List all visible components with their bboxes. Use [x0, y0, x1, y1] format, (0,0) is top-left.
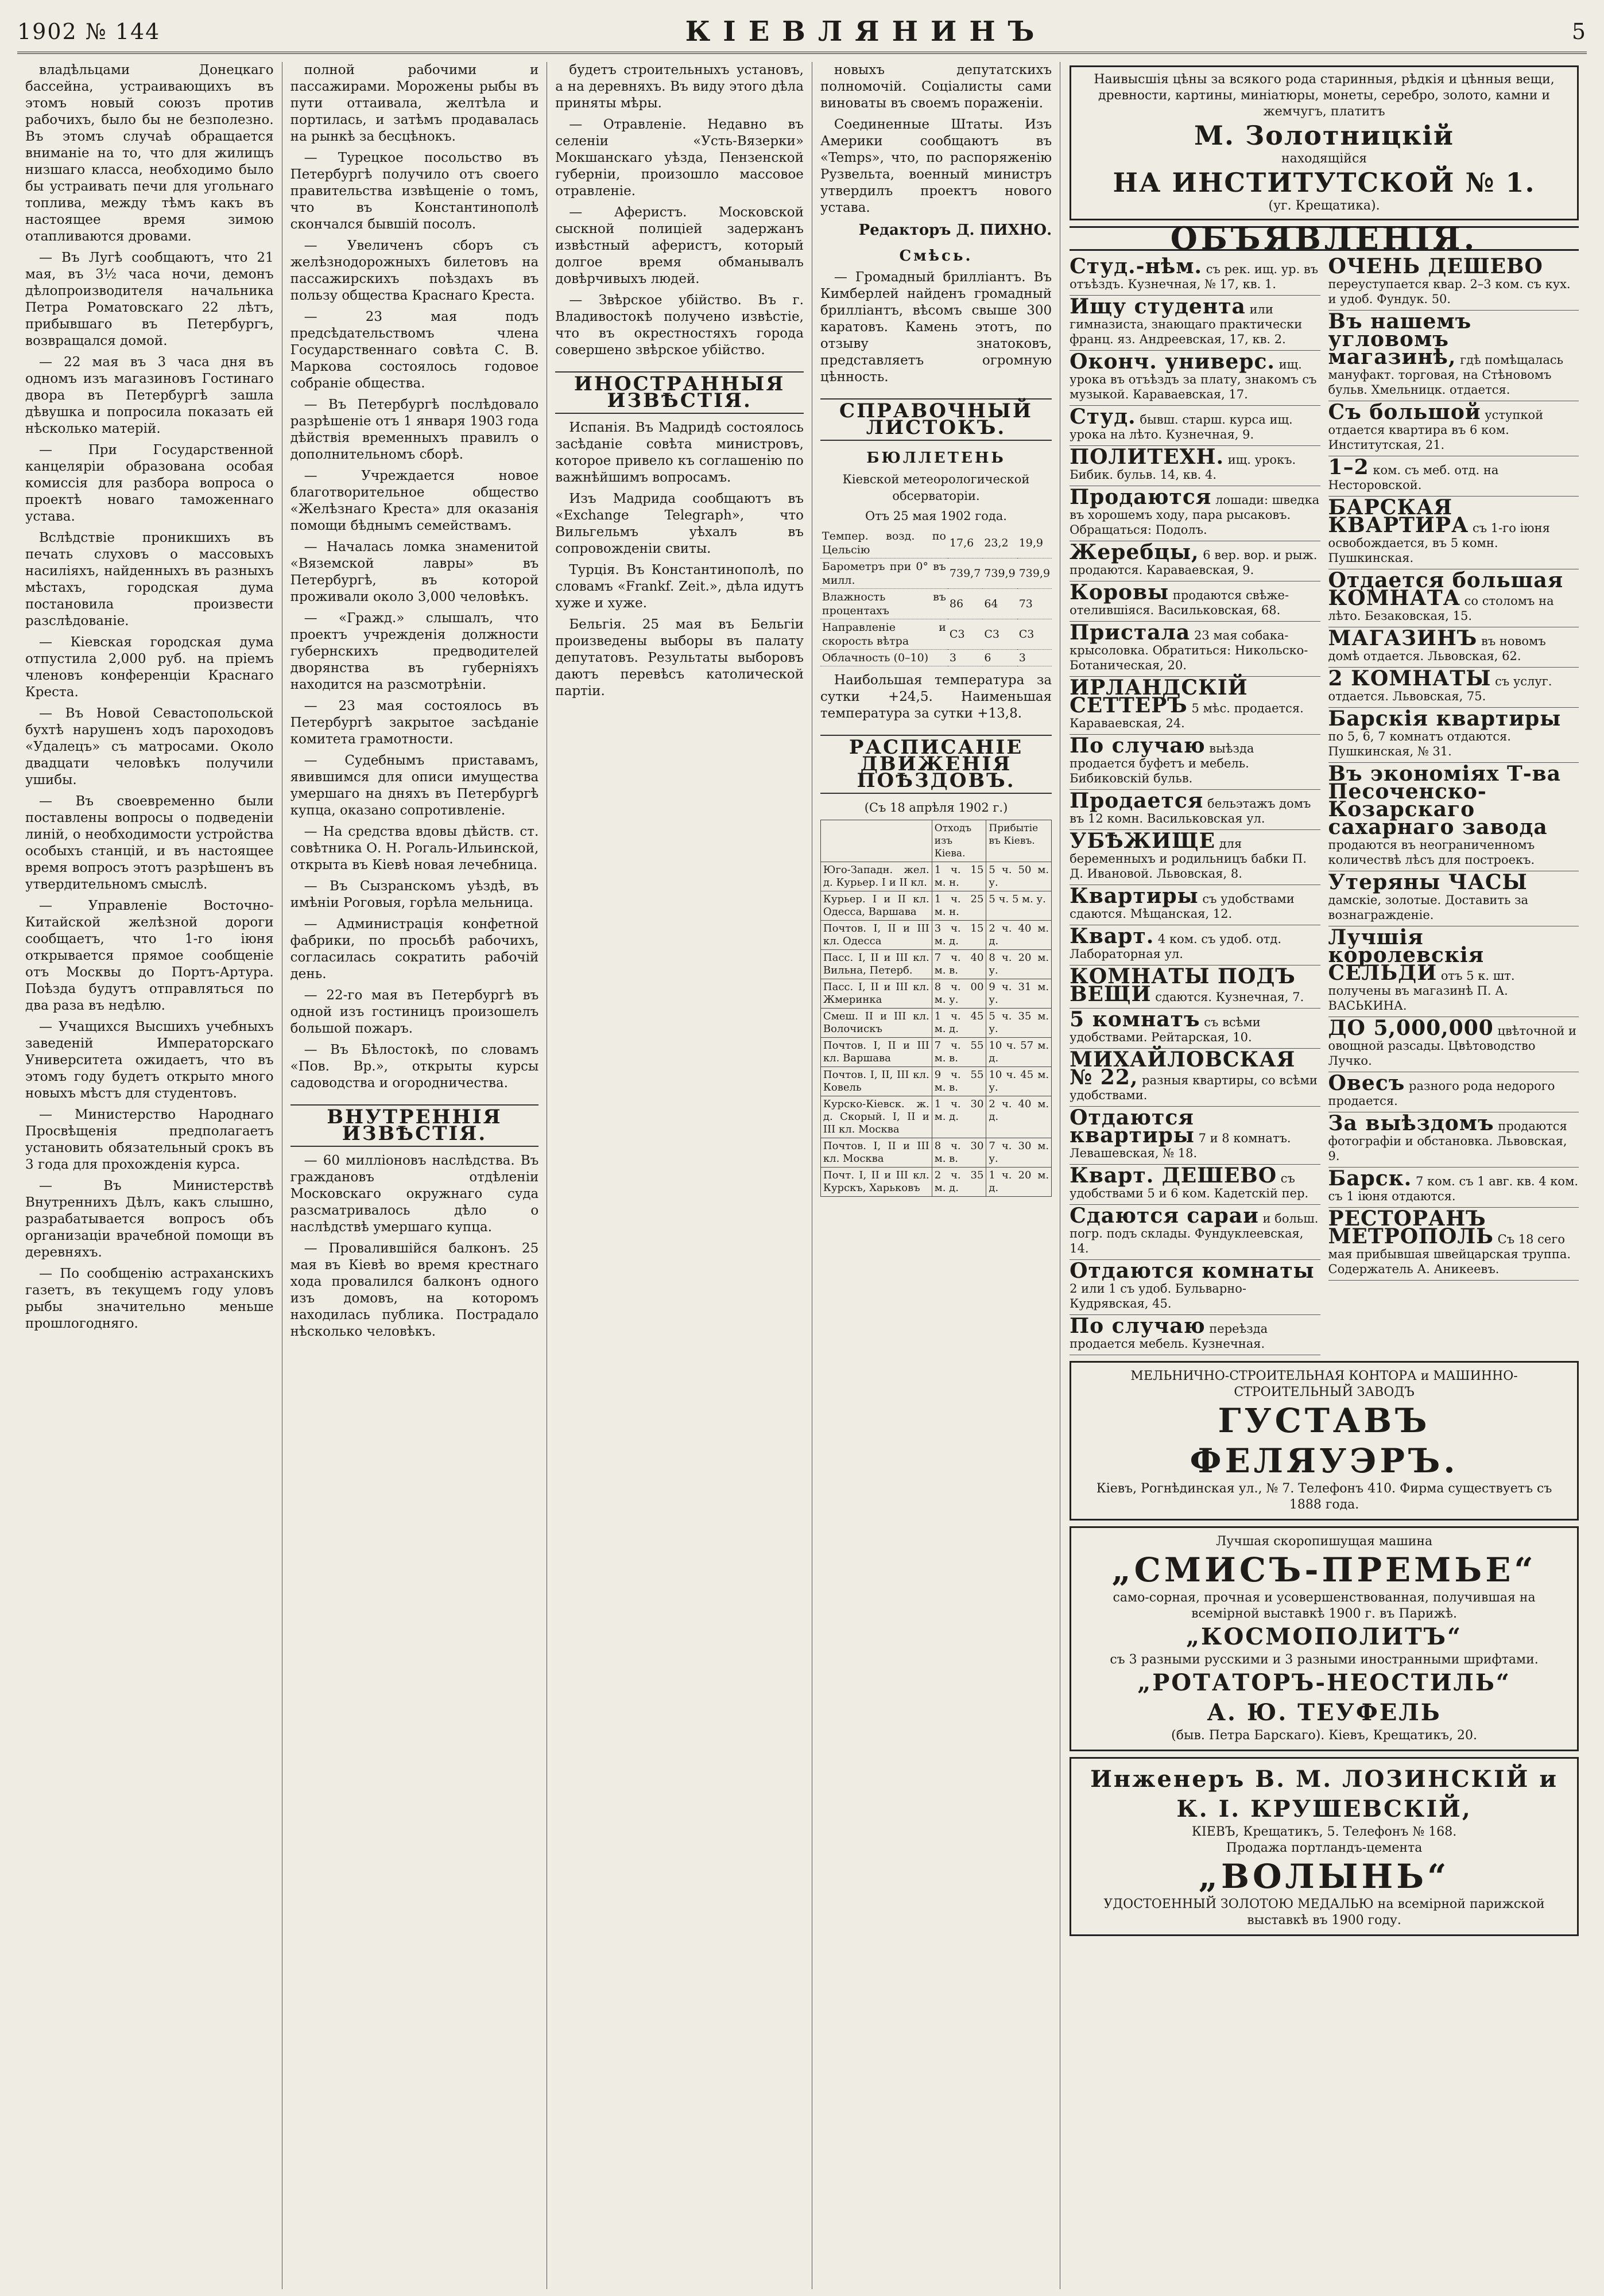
- weather-cell: Направленіе и скорость вѣтра: [820, 619, 948, 650]
- ad-lead: Пристала: [1070, 620, 1191, 645]
- editor-signature: Редакторъ Д. ПИХНО.: [858, 222, 1052, 239]
- classified-ad: [1070, 296, 1320, 351]
- timetable-cell: Пасс. I, II и III кл. Жмеринка: [820, 979, 932, 1009]
- ad-text: уступкой отдается квартира въ 6 ком. Институтская, 21.: [1328, 408, 1544, 452]
- ad-lead: Утеряны ЧАСЫ: [1328, 870, 1528, 894]
- weather-cell: 6: [982, 650, 1017, 666]
- timetable-header: Прибытіе въ Кіевъ.: [986, 820, 1052, 862]
- timetable-row: [820, 1067, 1051, 1096]
- timetable-cell: 8 ч. 30 м. в.: [932, 1138, 986, 1168]
- ad-lead: Съ большой: [1328, 400, 1481, 424]
- ad-text: въ новомъ домѣ отдается. Львовская, 62.: [1328, 634, 1546, 663]
- ad-name: М. Золотницкій: [1194, 120, 1455, 151]
- columns: [17, 62, 1587, 2289]
- article-paragraph: Бельгія. 25 мая въ Бельгіи произведены выборы въ палату депутатовъ. Результаты выборовъ даютъ перевѣсъ католической партіи.: [555, 617, 804, 699]
- timetable-cell: Почтов. I, II и III кл. Москва: [820, 1138, 932, 1168]
- weather-row: [820, 650, 1052, 666]
- timetable-cell: 7 ч. 30 м. у.: [986, 1138, 1052, 1168]
- ad-lead: Продаются: [1070, 485, 1212, 509]
- antiques-ad: [1070, 65, 1579, 220]
- weather-cell: 739,9: [1017, 559, 1052, 589]
- weather-table: [820, 528, 1052, 666]
- ad-lead: Отдаются квартиры: [1070, 1106, 1195, 1147]
- ad-lead: Въ нашемъ угловомъ магазинѣ,: [1328, 309, 1472, 369]
- timetable-cell: 8 ч. 20 м. у.: [986, 950, 1052, 979]
- ad-lead: ИРЛАНДСКІЙ СЕТТЕРЪ: [1070, 676, 1248, 718]
- ad-text: само-сорная, прочная и усовершенствованная, получившая на всемірной выставкѣ 1900 г. въ Парижѣ.: [1113, 1591, 1536, 1621]
- ad-text: сдаются. Кузнечная, 7.: [1155, 990, 1304, 1004]
- timetable-cell: 2 ч. 40 м. д.: [986, 1096, 1052, 1138]
- classified-ad: [1070, 965, 1320, 1009]
- weather-cell: 23,2: [982, 528, 1017, 559]
- article-paragraph: — Министерство Народнаго Просвѣщенія предполагаетъ установить обязательный срокъ въ 3 года для прохожденія курса.: [25, 1107, 274, 1172]
- issue-number: 1902 № 144: [17, 19, 161, 44]
- ad-text: ищ. урокъ. Бибик. бульв. 14, кв. 4.: [1070, 453, 1296, 482]
- article-paragraph: — 60 милліоновъ наслѣдства. Въ граждановъ отдѣленіи Московскаго окружнаго суда разсматривалось дѣло о наслѣдствѣ умершаго купца.: [290, 1153, 539, 1235]
- ad-text: (уг. Крещатика).: [1268, 199, 1380, 213]
- weather-cell: С3: [948, 619, 982, 650]
- ad-text: съ услуг. отдается. Львовская, 75.: [1328, 674, 1552, 703]
- weather-cell: 17,6: [948, 528, 982, 559]
- classified-ad: [1070, 1315, 1320, 1355]
- timetable-cell: 7 ч. 40 м. в.: [932, 950, 986, 979]
- section-heading-miscellany: Смѣсь.: [899, 247, 973, 265]
- classified-ad: [1070, 1205, 1320, 1260]
- classified-ad: [1328, 763, 1579, 871]
- article-paragraph: — Учащихся Высшихъ учебныхъ заведеній Императорскаго Университета ожидаетъ, что въ этомъ году будетъ открыто много новыхъ мѣстъ для студентовъ.: [25, 1019, 274, 1101]
- timetable-cell: 10 ч. 57 м. д.: [986, 1038, 1052, 1067]
- ad-text: гдѣ помѣщалась мануфакт. торговая, на Стѣновомъ бульв. Хмельницк. отдается.: [1328, 353, 1564, 397]
- ad-text: съ 1-го іюня освобождается, въ 5 комн. Пушкинская.: [1328, 521, 1550, 565]
- ad-text: со столомъ на лѣто. Безаковская, 15.: [1328, 594, 1554, 623]
- ad-text: разного рода недорого продается.: [1328, 1079, 1555, 1108]
- ad-lead: ОЧЕНЬ ДЕШЕВО: [1328, 254, 1543, 278]
- ad-lead: 5 комнатъ: [1070, 1007, 1200, 1031]
- bulletin-date: Отъ 25 мая 1902 года.: [865, 509, 1007, 523]
- timetable-cell: 1 ч. 15 м. н.: [932, 862, 986, 891]
- classified-ads-right: [1328, 255, 1579, 1355]
- ad-lead: За выѣздомъ: [1328, 1111, 1494, 1135]
- ad-lead: Отдаются комнаты: [1070, 1259, 1315, 1283]
- timetable-cell: 9 ч. 31 м. у.: [986, 979, 1052, 1009]
- ad-lead: Барскія квартиры: [1328, 707, 1562, 731]
- column-4: [812, 62, 1060, 2289]
- article-paragraph: — Началась ломка знаменитой «Вяземской лавры» въ Петербургѣ, въ которой проживали около 3,000 человѣкъ.: [290, 540, 539, 604]
- ad-name: Инженеръ В. М. ЛОЗИНСКІЙ и К. І. КРУШЕВСКІЙ,: [1090, 1766, 1559, 1822]
- weather-cell: 3: [1017, 650, 1052, 666]
- ad-text: для беременныхъ и родильницъ бабки П. Д. Ивановой. Львовская, 8.: [1070, 837, 1307, 881]
- article-paragraph: — Администрація конфетной фабрики, по просьбѣ рабочихъ, согласилась сократить рабочій день.: [290, 917, 539, 982]
- article-paragraph: — 23 мая подъ предсѣдательствомъ члена Государственнаго совѣта С. В. Маркова состоялось годовое собраніе общества.: [290, 309, 539, 391]
- article-paragraph: — На средства вдовы дѣйств. ст. совѣтника О. Н. Рогаль-Ильинской, открыта въ Кіевѣ новая лечебница.: [290, 824, 539, 872]
- classified-ad: [1070, 1049, 1320, 1107]
- ad-text: КІЕВЪ, Крещатикъ, 5. Телефонъ № 168.: [1191, 1825, 1457, 1839]
- ad-text: Кіевъ, Рогнѣдинская ул., № 7. Телефонъ 410. Фирма существуетъ съ 1888 года.: [1096, 1481, 1552, 1512]
- ad-text: ком. съ меб. отд. на Несторовской.: [1328, 463, 1499, 492]
- timetable-header: [820, 820, 932, 862]
- ad-lead: Студ.-нѣм.: [1070, 254, 1203, 278]
- article-paragraph: — 22 мая въ 3 часа дня въ одномъ изъ магазиновъ Гостинаго двора въ Петербургѣ зашла дѣвушка и попросила показать ей нѣсколько матерій.: [25, 355, 274, 436]
- article-paragraph: — Судебнымъ приставамъ, явившимся для описи имущества умершаго на дняхъ въ Петербургѣ купца, оказано сопротивленіе.: [290, 753, 539, 818]
- ad-lead: Оконч. универс.: [1070, 350, 1275, 374]
- weather-note: Наибольшая температура за сутки +24,5. Наименьшая температура за сутки +13,8.: [820, 673, 1052, 721]
- ad-text: бывш. старш. курса ищ. урока на лѣто. Кузнечная, 9.: [1070, 413, 1293, 441]
- schedule-subtitle: (Съ 18 апрѣля 1902 г.): [864, 801, 1008, 815]
- ad-text: 2 или 1 съ удоб. Бульварно-Кудрявская, 45.: [1070, 1282, 1247, 1310]
- weather-cell: Барометръ при 0° въ милл.: [820, 559, 948, 589]
- article-paragraph: — Въ Новой Севастопольской бухтѣ нарушенъ ходъ пароходовъ «Удалецъ» съ матросами. Около двадцати человѣкъ получили ушибы.: [25, 706, 274, 788]
- mill-ad: [1070, 1361, 1579, 1521]
- timetable-cell: 5 ч. 5 м. у.: [986, 891, 1052, 921]
- ad-text: съ удобствами сдаются. Мѣщанская, 12.: [1070, 892, 1295, 921]
- classified-ad: [1070, 446, 1320, 486]
- classified-ad: [1328, 926, 1579, 1017]
- ad-lead: МИХАЙЛОВСКАЯ № 22,: [1070, 1048, 1296, 1089]
- timetable-row: [820, 891, 1051, 921]
- article-paragraph: Турція. Въ Константинополѣ, по словамъ «Frankf. Zeit.», дѣла идутъ хуже и хуже.: [555, 563, 804, 611]
- article-paragraph: — Управленіе Восточно-Китайской желѣзной дороги сообщаетъ, что 1-го іюня открывается прямое сообщеніе отъ Москвы до Портъ-Артура. Поѣзда будутъ отправляться по два раза въ недѣлю.: [25, 898, 274, 1013]
- newspaper-title: КІЕВЛЯНИНЪ: [685, 15, 1047, 48]
- timetable-cell: 3 ч. 15 м. д.: [932, 921, 986, 950]
- weather-row: [820, 619, 1052, 650]
- weather-cell: 739,9: [982, 559, 1017, 589]
- bulletin-subtitle: Кіевской метеорологической обсерваторіи.: [842, 472, 1030, 503]
- classified-ad: [1328, 255, 1579, 311]
- ad-text: 7 ком. съ 1 авг. кв. 4 ком. съ 1 іюня отдаются.: [1328, 1174, 1579, 1203]
- classified-ad: [1070, 790, 1320, 830]
- ad-text: съ рек. ищ. ур. въ отъѣздъ. Кузнечная, № 17, кв. 1.: [1070, 262, 1319, 291]
- classified-ad: [1070, 1165, 1320, 1205]
- section-heading-reference: СПРАВОЧНЫЙ ЛИСТОКЪ.: [820, 398, 1052, 441]
- ad-text: отъ 5 к. шт. получены въ магазинѣ П. А. ВАСЬКИНА.: [1328, 969, 1515, 1013]
- article-paragraph: — Аферистъ. Московской сыскной полиціей задержанъ извѣстный аферистъ, который долгое время обманывалъ довѣрчивыхъ людей.: [555, 205, 804, 286]
- timetable-row: [820, 1168, 1051, 1197]
- weather-cell: Облачность (0–10): [820, 650, 948, 666]
- ad-text: разныя квартиры, со всѣми удобствами.: [1070, 1073, 1318, 1102]
- ad-lead: УБѢЖИЩЕ: [1070, 829, 1216, 853]
- weather-cell: 86: [948, 589, 982, 619]
- ad-text: съ 3 разными русскими и 3 разными иностранными шрифтами.: [1110, 1653, 1539, 1667]
- timetable-row: [820, 950, 1051, 979]
- ad-lead: Студ.: [1070, 405, 1136, 429]
- ad-lead: Лучшія королевскія СЕЛЬДИ: [1328, 925, 1485, 985]
- article-paragraph: — При Государственной канцеляріи образована особая комиссія для разбора вопроса о проектѣ новаго таможеннаго устава.: [25, 443, 274, 524]
- article-paragraph: — Кіевская городская дума отпустила 2,000 руб. на пріемъ членовъ конференціи Краснаго Креста.: [25, 635, 274, 700]
- ad-text: дамскіе, золотые. Доставить за вознагражденіе.: [1328, 893, 1529, 922]
- classified-ad: [1070, 925, 1320, 965]
- timetable-row: [820, 979, 1051, 1009]
- ad-text: или гимназиста, знающаго практически франц. яз. Андреевская, 17, кв. 2.: [1070, 302, 1303, 346]
- timetable-row: [820, 921, 1051, 950]
- article-paragraph: — Въ своевременно были поставлены вопросы о подведеніи линій, о необходимости устройства особыхъ станцій, и въ настоящее время вопросъ этотъ разрѣшенъ въ утвердительномъ смыслѣ.: [25, 794, 274, 892]
- ad-lead: Кварт.: [1070, 924, 1154, 948]
- timetable-cell: 9 ч. 55 м. в.: [932, 1067, 986, 1096]
- ad-text: переуступается квар. 2–3 ком. съ кух. и удоб. Фундук. 50.: [1328, 277, 1571, 306]
- article-paragraph: — Въ Бѣлостокѣ, по словамъ «Пов. Вр.», открыты курсы садоводства и огородничества.: [290, 1042, 539, 1091]
- ad-text: Наивысшія цѣны за всякого рода старинныя, рѣдкія и цѣнныя вещи, древности, картины, миніатюры, монеты, серебро, золото, камни и жемчугъ, платитъ: [1094, 72, 1555, 119]
- ad-text: выѣзда продается буфетъ и мебель. Бибиковскій бульв.: [1070, 742, 1254, 785]
- ad-lead: КОМНАТЫ ПОДЪ ВЕЩИ: [1070, 964, 1296, 1006]
- typewriter-ad: [1070, 1526, 1579, 1751]
- section-heading-domestic: ВНУТРЕННІЯ ИЗВѢСТІЯ.: [290, 1104, 539, 1147]
- article-paragraph: — Звѣрское убійство. Въ г. Владивостокѣ получено извѣстіе, что въ окрестностяхъ города совершено звѣрское убійство.: [555, 293, 804, 358]
- ad-text: лошади: шведка въ хорошемъ ходу, пара рысаковъ. Обращаться: Подолъ.: [1070, 493, 1320, 537]
- timetable-cell: 1 ч. 20 м. д.: [986, 1168, 1052, 1197]
- ad-text: по 5, 6, 7 комнатъ отдаются. Пушкинская, № 31.: [1328, 730, 1511, 758]
- classified-ad: [1070, 581, 1320, 622]
- ad-name: ГУСТАВЪ ФЕЛЯУЭРЪ.: [1190, 1401, 1459, 1480]
- classified-ad: [1328, 1112, 1579, 1168]
- ad-lead: Коровы: [1070, 580, 1169, 604]
- weather-cell: 64: [982, 589, 1017, 619]
- classified-ad: [1070, 622, 1320, 677]
- article-paragraph: Испанія. Въ Мадридѣ состоялось засѣданіе совѣта министровъ, которое привело къ соглашенію по важнѣйшимъ вопросамъ.: [555, 420, 804, 485]
- ad-lead: По случаю: [1070, 734, 1206, 758]
- timetable-row: [820, 1138, 1051, 1168]
- ad-text: Съ 18 сего мая прибывшая швейцарская труппа. Содержатель А. Аникеевъ.: [1328, 1232, 1571, 1276]
- cement-ad: [1070, 1757, 1579, 1936]
- ad-lead: БАРСКАЯ КВАРТИРА: [1328, 495, 1469, 537]
- timetable-cell: Смеш. II и III кл. Волочискъ: [820, 1009, 932, 1038]
- weather-cell: 3: [948, 650, 982, 666]
- classified-ad: [1328, 311, 1579, 401]
- ad-text: 7 и 8 комнатъ. Левашевская, № 18.: [1070, 1131, 1291, 1160]
- article-paragraph: полной рабочими и пассажирами. Морожены рыбы въ пути оттаивала, желтѣла и портилась, и затѣмъ продавалась на рынкѣ за бесцѣнокъ.: [290, 63, 539, 144]
- timetable-cell: 8 ч. 00 м. у.: [932, 979, 986, 1009]
- classified-ad: [1328, 1072, 1579, 1112]
- article-paragraph: — «Гражд.» слышалъ, что проектъ учрежденія должности губернскихъ предводителей дворянства въ губерніяхъ находится на разсмотрѣніи.: [290, 611, 539, 692]
- classified-ads: [1070, 255, 1579, 1355]
- weather-cell: 19,9: [1017, 528, 1052, 559]
- article-paragraph: — Въ Лугѣ сообщаютъ, что 21 мая, въ 3½ часа ночи, демонъ дѣлопроизводителя начальника Петра Роматовскаго 22 лѣтъ, прибывшаго въ Петербургъ, возвращался домой.: [25, 250, 274, 348]
- timetable-cell: Почт. I, II и III кл. Курскъ, Харьковъ: [820, 1168, 932, 1197]
- classified-ad: [1328, 456, 1579, 497]
- ad-lead: Овесъ: [1328, 1071, 1405, 1095]
- column-3: [547, 62, 812, 2289]
- article-paragraph: Вслѣдствіе проникшихъ въ печать слуховъ о массовыхъ насиліяхъ, найденныхъ въ разныхъ мѣстахъ, городская дума постановила произвести разслѣдованіе.: [25, 530, 274, 629]
- article-paragraph: — Увеличенъ сборъ съ желѣзнодорожныхъ билетовъ на пассажирскихъ поѣздахъ въ пользу общества Краснаго Креста.: [290, 238, 539, 303]
- ad-lead: По случаю: [1070, 1314, 1206, 1338]
- ad-name: „КОСМОПОЛИТЪ“: [1186, 1623, 1463, 1650]
- ad-lead: РЕСТОРАНЪ МЕТРОПОЛЬ: [1328, 1207, 1494, 1248]
- classified-ad: [1328, 1208, 1579, 1281]
- section-heading-ads: ОБЪЯВЛЕНІЯ.: [1070, 226, 1579, 251]
- timetable-cell: 1 ч. 45 м. д.: [932, 1009, 986, 1038]
- page-number: 5: [1571, 19, 1587, 44]
- timetable-cell: Почтов. I, II и III кл. Одесса: [820, 921, 932, 950]
- classified-ad: [1070, 735, 1320, 790]
- timetable-cell: Курско-Кіевск. ж. д. Скорый. I, II и III кл. Москва: [820, 1096, 932, 1138]
- classified-ad: [1070, 677, 1320, 735]
- ad-text: продаются свѣже-отелившіяся. Васильковская, 68.: [1070, 588, 1289, 617]
- ad-text: находящійся: [1281, 152, 1367, 166]
- timetable-cell: 5 ч. 50 м. у.: [986, 862, 1052, 891]
- ad-address: НА ИНСТИТУТСКОЙ № 1.: [1113, 167, 1536, 198]
- ad-text: МЕЛЬНИЧНО-СТРОИТЕЛЬНАЯ КОНТОРА и МАШИННО-СТРОИТЕЛЬНЫЙ ЗАВОДЪ: [1130, 1369, 1518, 1399]
- classified-ad: [1328, 871, 1579, 926]
- timetable-cell: 5 ч. 35 м. у.: [986, 1009, 1052, 1038]
- article-paragraph: — Турецкое посольство въ Петербургѣ получило отъ своего правительства извѣщеніе о томъ, что въ Константинополѣ скончался бывшій посолъ.: [290, 150, 539, 232]
- ad-text: (быв. Петра Барскаго). Кіевъ, Крещатикъ, 20.: [1171, 1728, 1477, 1743]
- ad-lead: Жеребцы,: [1070, 540, 1199, 564]
- article-paragraph: — Отравленіе. Недавно въ селеніи «Усть-Вязерки» Мокшанскаго уѣзда, Пензенской губерніи, произошло массовое отравленіе.: [555, 117, 804, 199]
- classified-ad: [1070, 486, 1320, 541]
- weather-row: [820, 589, 1052, 619]
- bulletin-heading: БЮЛЛЕТЕНЬ: [866, 449, 1006, 467]
- classified-ad: [1328, 497, 1579, 569]
- ad-text: переѣзда продается мебель. Кузнечная.: [1070, 1322, 1268, 1351]
- classified-ad: [1328, 401, 1579, 456]
- weather-cell: 73: [1017, 589, 1052, 619]
- classified-ad: [1070, 255, 1320, 296]
- column-2: [282, 62, 548, 2289]
- timetable-cell: Курьер. I и II кл. Одесса, Варшава: [820, 891, 932, 921]
- section-heading-foreign: ИНОСТРАННЫЯ ИЗВѢСТІЯ.: [555, 371, 804, 414]
- classified-ad: [1070, 885, 1320, 925]
- article-paragraph: — Громадный брилліантъ. Въ Кимберлей найденъ громадный брилліантъ, вѣсомъ свыше 300 каратовъ. Камень этотъ, по отзыву знатоковъ, представляетъ огромную цѣнность.: [820, 270, 1052, 385]
- classified-ads-left: [1070, 255, 1320, 1355]
- ad-text: продаются фотографіи и обстановка. Львовская, 9.: [1328, 1119, 1567, 1163]
- ad-lead: Продается: [1070, 789, 1204, 813]
- ad-text: продаются въ неограниченномъ количествѣ лѣсъ для построекъ.: [1328, 838, 1535, 867]
- article-paragraph: — Въ Министерствѣ Внутреннихъ Дѣлъ, какъ слышно, разрабатывается вопросъ объ организаціи врачебной помощи въ деревняхъ.: [25, 1178, 274, 1260]
- weather-row: [820, 528, 1052, 559]
- classified-ad: [1070, 1107, 1320, 1165]
- timetable-row: [820, 862, 1051, 891]
- train-timetable: [820, 820, 1052, 1197]
- ad-lead: Въ экономіях Т-ва Песоченско-Козарскаго сахарнаго завода: [1328, 762, 1562, 839]
- article-paragraph: новыхъ депутатскихъ полномочій. Соціалисты сами виноваты въ своемъ пораженіи.: [820, 63, 1052, 111]
- ad-name: „РОТАТОРЪ-НЕОСТИЛЬ“: [1137, 1669, 1511, 1696]
- classified-ad: [1328, 627, 1579, 668]
- timetable-cell: 2 ч. 35 м. д.: [932, 1168, 986, 1197]
- ad-text: съ удобствами 5 и 6 ком. Кадетскій пер.: [1070, 1172, 1309, 1200]
- ad-text: 6 вер. вор. и рыж. продаются. Караваевская, 9.: [1070, 548, 1318, 577]
- article-paragraph: — 22-го мая въ Петербургѣ въ одной изъ гостиницъ произошелъ большой пожаръ.: [290, 988, 539, 1036]
- article-paragraph: — Учреждается новое благотворительное общество «Желѣзнаго Креста» для оказанія помощи бѣднымъ семействамъ.: [290, 468, 539, 533]
- weather-cell: С3: [982, 619, 1017, 650]
- classified-ad: [1328, 1168, 1579, 1208]
- weather-cell: Влажность въ процентахъ: [820, 589, 948, 619]
- ad-lead: Сдаются сараи: [1070, 1204, 1259, 1228]
- ad-lead: МАГАЗИНЪ: [1328, 626, 1478, 650]
- classified-ad: [1070, 406, 1320, 446]
- weather-cell: Темпер. возд. по Цельсію: [820, 528, 948, 559]
- timetable-row: [820, 1038, 1051, 1067]
- timetable-row: [820, 1096, 1051, 1138]
- classified-ad: [1070, 351, 1320, 406]
- article-paragraph: Соединенные Штаты. Изъ Америки сообщаютъ въ «Temps», что, по распоряженію Рузвельта, военный министръ утвердилъ проектъ нового устава.: [820, 117, 1052, 215]
- weather-row: [820, 559, 1052, 589]
- ad-dealer: А. Ю. ТЕУФЕЛЬ: [1207, 1699, 1442, 1726]
- timetable-cell: Юго-Западн. жел. д. Курьер. I и II кл.: [820, 862, 932, 891]
- ad-name: „ВОЛЫНЬ“: [1198, 1857, 1450, 1896]
- column-advertisements: [1060, 62, 1587, 2289]
- timetable-cell: 10 ч. 45 м. у.: [986, 1067, 1052, 1096]
- classified-ad: [1070, 541, 1320, 581]
- timetable-header: Отходъ изъ Кіева.: [932, 820, 986, 862]
- weather-cell: С3: [1017, 619, 1052, 650]
- ad-lead: Кварт. ДЕШЕВО: [1070, 1163, 1277, 1188]
- masthead: [17, 11, 1587, 54]
- ad-text: цвѣточной и овощной разсады. Цвѣтоводство Лучко.: [1328, 1024, 1576, 1068]
- timetable-row: [820, 1009, 1051, 1038]
- timetable-cell: Почтов. I, II и III кл. Варшава: [820, 1038, 932, 1067]
- timetable-cell: 1 ч. 30 м. д.: [932, 1096, 986, 1138]
- ad-lead: ПОЛИТЕХН.: [1070, 445, 1225, 469]
- article-paragraph: Изъ Мадрида сообщаютъ въ «Exchange Telegraph», что Вильгельмъ уѣхалъ въ сопровожденіи свиты.: [555, 491, 804, 556]
- column-1: [17, 62, 282, 2289]
- ad-lead: 1–2: [1328, 455, 1369, 479]
- ad-lead: Барск.: [1328, 1166, 1412, 1190]
- article-paragraph: — Въ Сызранскомъ уѣздѣ, въ имѣніи Роговыя, горѣла мельница.: [290, 879, 539, 910]
- classified-ad: [1328, 708, 1579, 763]
- ad-text: и больш. погр. подъ склады. Фундуклеевская, 14.: [1070, 1212, 1319, 1255]
- section-heading-schedule: РАСПИСАНІЕ ДВИЖЕНІЯ ПОѢЗДОВЪ.: [820, 735, 1052, 794]
- ad-text: Продажа портландъ-цемента: [1226, 1841, 1423, 1855]
- article-paragraph: будетъ строительныхъ установъ, а на деревняхъ. Въ виду этого дѣла приняты мѣры.: [555, 63, 804, 111]
- ad-text: 4 ком. съ удоб. отд. Лабораторная ул.: [1070, 932, 1281, 961]
- ad-text: 23 мая собака-крысоловка. Обратиться: Никольско-Ботаническая, 20.: [1070, 629, 1308, 672]
- timetable-cell: 7 ч. 55 м. в.: [932, 1038, 986, 1067]
- ad-text: Лучшая скоропишущая машина: [1215, 1534, 1433, 1549]
- ad-text: ищ. урока въ отъѣздъ за плату, знакомъ съ музыкой. Караваевская, 17.: [1070, 358, 1317, 401]
- classified-ad: [1070, 830, 1320, 885]
- ad-text: съ всѣми удобствами. Рейтарская, 10.: [1070, 1015, 1261, 1044]
- ad-lead: 2 КОМНАТЫ: [1328, 666, 1491, 691]
- classified-ad: [1070, 1260, 1320, 1315]
- timetable-cell: 2 ч. 40 м. д.: [986, 921, 1052, 950]
- ad-lead: Квартиры: [1070, 884, 1199, 908]
- classified-ad: [1070, 1009, 1320, 1049]
- timetable-cell: Пасс. I, II и III кл. Вильна, Петерб.: [820, 950, 932, 979]
- ad-lead: Отдается большая КОМНАТА: [1328, 568, 1564, 610]
- article-paragraph: — Провалившійся балконъ. 25 мая въ Кіевѣ во время крестнаго хода провалился балконъ одного изъ домовъ, на которомъ находилась публика. Пострадало нѣсколько человѣкъ.: [290, 1241, 539, 1339]
- ad-text: бельэтажъ домъ въ 12 комн. Васильковская ул.: [1070, 797, 1311, 825]
- article-paragraph: — Въ Петербургѣ послѣдовало разрѣшеніе отъ 1 января 1903 года дѣйствія временныхъ правилъ о дополнительномъ сборѣ.: [290, 397, 539, 462]
- classified-ad: [1328, 668, 1579, 708]
- timetable-cell: 1 ч. 25 м. н.: [932, 891, 986, 921]
- ad-lead: Ищу студента: [1070, 294, 1246, 319]
- ad-text: УДОСТОЕННЫЙ ЗОЛОТОЮ МЕДАЛЬЮ на всемірной парижской выставкѣ въ 1900 году.: [1103, 1897, 1545, 1927]
- weather-cell: 739,7: [948, 559, 982, 589]
- timetable-cell: Почтов. I, II, III кл. Ковель: [820, 1067, 932, 1096]
- ad-lead: ДО 5,000,000: [1328, 1016, 1494, 1040]
- ad-name: „СМИСЪ-ПРЕМЬЕ“: [1111, 1550, 1537, 1589]
- ad-text: 5 мѣс. продается. Караваевская, 24.: [1070, 701, 1304, 730]
- classified-ad: [1328, 569, 1579, 627]
- classified-ad: [1328, 1017, 1579, 1072]
- article-paragraph: владѣльцами Донецкаго бассейна, устраивающихъ въ этомъ новый союзъ против рабочихъ, было бы не безполезно. Въ этомъ случаѣ обращается вниманіе на то, что для жилищъ низшаго класса, необходимо было бы устраивать печи для угольнаго топлива, между тѣмъ какъ въ настоящее время зимою отапливаются дровами.: [25, 63, 274, 244]
- article-paragraph: — По сообщенію астраханскихъ газетъ, въ текущемъ году уловъ рыбы значительно меньше прошлогодняго.: [25, 1266, 274, 1331]
- article-paragraph: — 23 мая состоялось въ Петербургѣ закрытое засѣданіе комитета грамотности.: [290, 699, 539, 747]
